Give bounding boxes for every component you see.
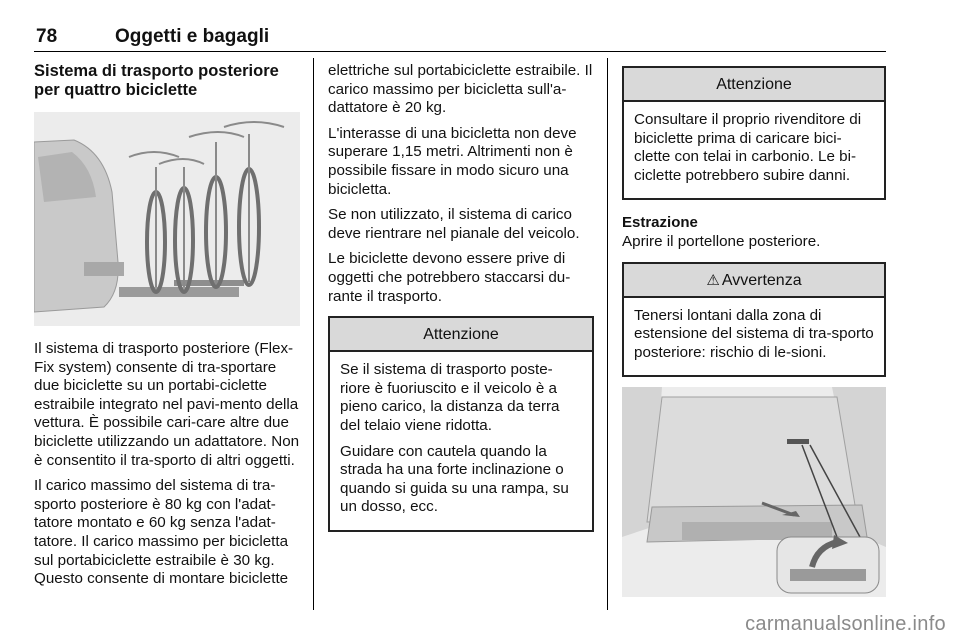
column-1: [34, 62, 300, 596]
page-number: 78: [36, 26, 58, 47]
column-2: [328, 62, 594, 540]
paragraph: Il sistema di trasporto posteriore (Flex-Fix system) consente di tra-sportare due biciclette su un portabi-ciclette estraibile integrato nel pavi-mento della vettura. È possibile cari-care altre due biciclette utilizzando un adattatore. Non è consentito il tra-sporto di altri oggetti.: [34, 340, 300, 469]
column-3: [622, 62, 886, 597]
paragraph: Aprire il portellone posteriore.: [622, 232, 821, 250]
column-divider-1: [313, 58, 314, 610]
paragraph: Le biciclette devono essere prive di oggetti che potrebbero staccarsi du-rante il trasporto.: [328, 250, 571, 305]
warning-icon: ⚠: [706, 271, 720, 289]
caution-text: Consultare il proprio rivenditore di biciclette prima di caricare bici-clette con telai in carbonio. Le bi-ciclette potrebbero subire danni.: [634, 111, 862, 184]
page-header: [34, 22, 886, 52]
paragraph: elettriche sul portabiciclette estraibile. Il carico massimo per bicicletta sull'a-dattatore è 20 kg.: [328, 62, 593, 117]
caution-box: [622, 66, 886, 200]
caution-title: Attenzione: [330, 318, 592, 352]
section-heading: Sistema di trasporto posteriore per quattro biciclette: [34, 62, 279, 99]
warning-title-bar: [624, 264, 884, 298]
warning-text: Tenersi lontani dalla zona di estensione del sistema di tra-sporto posteriore: rischio di le-sioni.: [634, 306, 874, 361]
watermark: carmanualsonline.info: [745, 613, 946, 635]
paragraph: Se non utilizzato, il sistema di carico deve rientrare nel pianale del veicolo.: [328, 206, 580, 242]
column-divider-2: [607, 58, 608, 610]
paragraph: L'interasse di una bicicletta non deve superare 1,15 metri. Altrimenti non è possibile fissare in modo sicuro una bicicletta.: [328, 124, 577, 198]
caution-text: Guidare con cautela quando la strada ha una forte inclinazione o quando si guida su una rampa, su un dosso, ecc.: [340, 442, 569, 516]
bike-carrier-illustration: [34, 112, 300, 326]
page-title: Oggetti e bagagli: [115, 26, 270, 47]
sub-heading: Estrazione: [622, 214, 698, 232]
caution-box: [328, 316, 594, 532]
paragraph: Il carico massimo del sistema di tra-sporto posteriore è 80 kg con l'adat-tatore montato e 60 kg senza l'adat-tatore. Il carico massimo per bicicletta sul portabiciclette estraibile è 30 kg. Questo consente di montare biciclette: [34, 477, 289, 588]
tailgate-illustration: [622, 387, 886, 597]
warning-title: Avvertenza: [721, 271, 802, 289]
caution-text: Se il sistema di trasporto poste-riore è fuoriuscito e il veicolo è a pieno carico, la distanza da terra del telaio viene ridotta.: [340, 361, 560, 434]
warning-box: [622, 262, 886, 378]
caution-title: Attenzione: [624, 68, 884, 102]
